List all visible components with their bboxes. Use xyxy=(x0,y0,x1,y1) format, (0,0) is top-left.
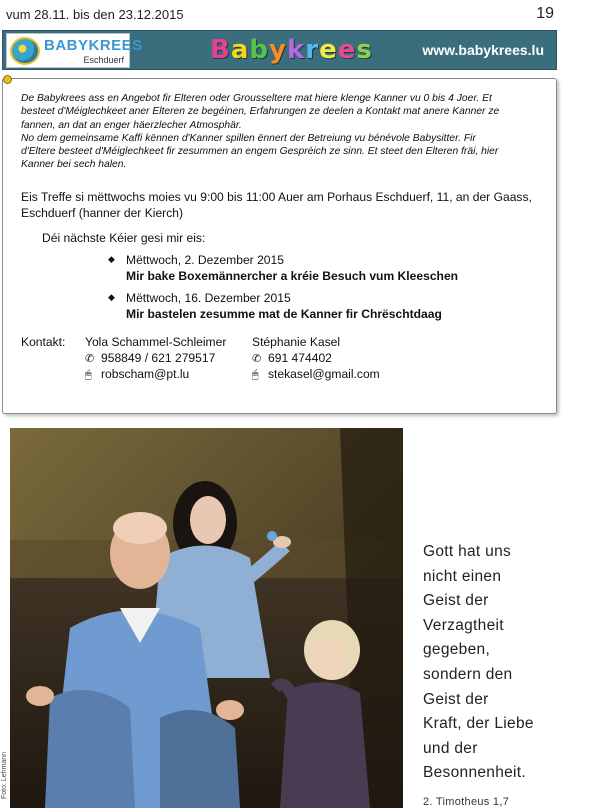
contact-card xyxy=(252,334,380,382)
contact-email xyxy=(85,366,226,382)
phone-icon: ✆ xyxy=(252,352,262,365)
title-letter: B xyxy=(210,35,231,65)
website-link[interactable]: www.babykrees.lu xyxy=(422,42,544,58)
contact-phone-number: 958849 / 621 279517 xyxy=(101,351,216,365)
event-item xyxy=(108,290,546,322)
bible-verse xyxy=(423,540,593,786)
title-letter: s xyxy=(356,35,373,65)
pin-icon xyxy=(1,75,11,85)
diamond-bullet-icon: ◆ xyxy=(108,292,115,302)
verse-line: sondern den xyxy=(423,665,513,683)
contact-phone-number: 691 474402 xyxy=(268,351,332,365)
phone-icon: ✆ xyxy=(85,352,95,365)
verse-line: Gott hat uns xyxy=(423,543,512,560)
logo-subtitle: Eschduerf xyxy=(83,55,124,65)
contact-name: Yola Schammel-Schleimer xyxy=(85,335,227,349)
verse-reference: 2. Timotheus 1,7 xyxy=(423,796,510,808)
photo-credit xyxy=(0,752,10,807)
mouse-icon: 🖱 xyxy=(85,368,92,381)
intro-text xyxy=(21,92,546,172)
title-letter: e xyxy=(319,35,338,65)
intro-line: Kanner bei sech halen. xyxy=(21,159,127,171)
contact-email-address[interactable]: stekasel@gmail.com xyxy=(268,367,380,381)
verse-line: Besonnenheit. xyxy=(423,764,527,782)
intro-line: No dem gemeinsame Kaffi kënnen d'Kanner spillen ënnert der Betreiung vu bénévole Babysitter. Fir xyxy=(21,132,476,144)
next-meetings-heading: Déi nächste Kéier gesi mir eis: xyxy=(42,231,206,245)
event-item xyxy=(108,252,546,284)
verse-line: Kraft, der Liebe xyxy=(423,715,534,733)
meeting-info xyxy=(21,189,546,221)
contact-email xyxy=(252,366,380,382)
babykrees-banner xyxy=(2,30,557,70)
verse-line: Verzagtheit xyxy=(423,616,504,634)
intro-line: besteet d'Méiglechkeet aner Elteren ze begéinen, Erfahrungen ze deelen a Kontakt mat anere Kanner ze xyxy=(21,106,500,118)
info-notice xyxy=(2,78,557,414)
title-letter: r xyxy=(305,35,320,65)
verse-line: Geist der xyxy=(423,690,489,708)
event-title: Mir bake Boxemännercher a kréie Besuch vum Kleeschen xyxy=(126,269,459,283)
contact-email-address[interactable]: robscham@pt.lu xyxy=(101,367,190,381)
family-photo-illustration xyxy=(10,428,403,808)
contact-name: Stéphanie Kasel xyxy=(252,335,341,349)
contact-card xyxy=(85,334,226,382)
date-range: vum 28.11. bis den 23.12.2015 xyxy=(6,7,184,22)
babykrees-logo xyxy=(6,33,143,68)
mouse-icon: 🖱 xyxy=(252,368,259,381)
title-letter: a xyxy=(230,35,250,65)
title-letter: e xyxy=(337,35,357,65)
meeting-line: Eis Treffe si mëttwochs moies vu 9:00 bis 11:00 Auer am Porhaus Eschduerf, 11, an der Gaass, xyxy=(21,190,532,204)
diamond-bullet-icon: ◆ xyxy=(108,254,115,264)
logo-name: BABYKREES xyxy=(44,37,143,54)
contact-phone xyxy=(85,350,226,366)
page-header xyxy=(6,4,594,26)
intro-line: d'Eltere besteet d'Méiglechkeet fir zesummen an engem Gespréich ze sinn. Et steet den Elteren fräi, hier xyxy=(21,146,499,158)
intro-line: fannen, an dat an enger häerzlecher Atmosphär. xyxy=(21,119,242,131)
intro-line: De Babykrees ass en Angebot fir Elteren oder Grousseltere mat hiere klenge Kanner vu 0 bis 4 Joer. Et xyxy=(21,93,492,104)
verse-line: gegeben, xyxy=(423,641,491,659)
verse-line: und der xyxy=(423,739,478,757)
title-letter: b xyxy=(249,35,269,65)
event-title: Mir bastelen zesumme mat de Kanner fir Chrëschtdaag xyxy=(126,307,442,321)
verse-line: Geist der xyxy=(423,592,489,610)
contact-phone xyxy=(252,350,380,366)
event-date: Mëttwoch, 16. Dezember 2015 xyxy=(126,291,291,305)
contact-label: Kontakt: xyxy=(21,335,66,349)
title-letter: y xyxy=(269,35,287,65)
event-date: Mëttwoch, 2. Dezember 2015 xyxy=(126,253,284,267)
globe-icon xyxy=(10,37,40,65)
page-number: 19 xyxy=(536,5,554,22)
family-photo xyxy=(10,428,403,808)
photo-credit-text: Foto: Lehmann xyxy=(1,751,9,800)
banner-title xyxy=(210,35,373,65)
title-letter: k xyxy=(286,35,306,65)
meeting-line: Eschduerf (hanner der Kierch) xyxy=(21,206,184,220)
verse-line: nicht einen xyxy=(423,567,502,585)
